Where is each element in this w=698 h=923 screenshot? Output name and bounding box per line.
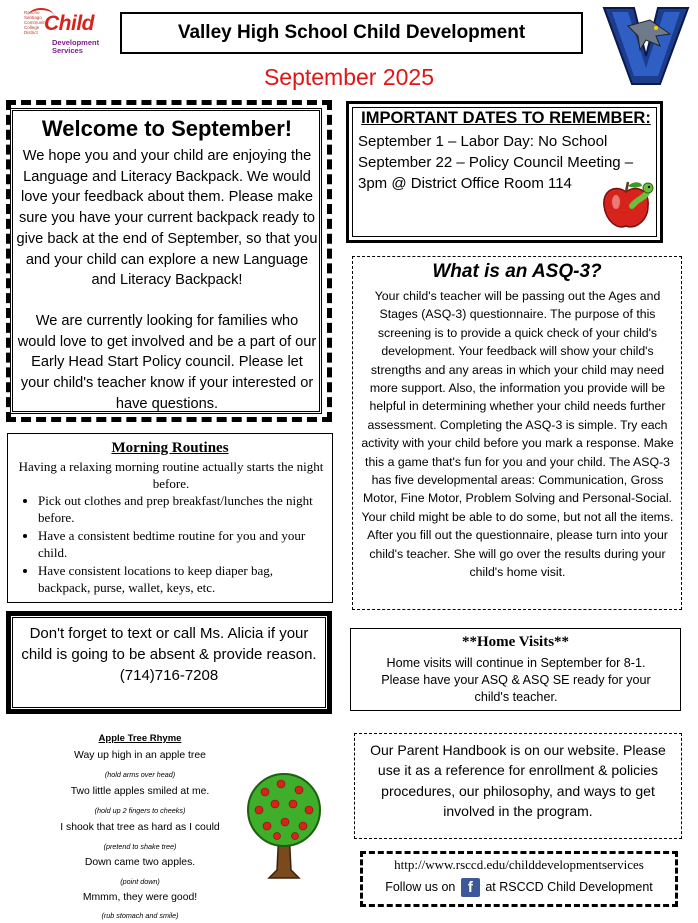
rhyme-line: Way up high in an apple tree <box>74 750 206 761</box>
facebook-icon[interactable]: f <box>461 878 480 897</box>
home-visits-title: **Home Visits** <box>461 634 570 650</box>
rhyme-line: Two little apples smiled at me. <box>70 786 210 797</box>
contact-phone: (714)716-7208 <box>119 667 219 684</box>
website-link[interactable]: http://www.rsccd.edu/childdevelopmentservices <box>394 857 644 872</box>
rhyme-line: Mmmm, they were good! <box>82 892 198 903</box>
important-dates-title: IMPORTANT DATES TO REMEMBER: <box>361 109 651 127</box>
rhyme-action: (pretend to shake tree) <box>103 842 177 851</box>
month-heading: September 2025 <box>263 64 435 90</box>
rhyme-action: (rub stomach and smile) <box>101 911 179 920</box>
logo-child-text: Child <box>44 12 94 35</box>
date-policy-council-location: 3pm @ District Office Room 114 <box>358 175 572 192</box>
follow-prefix: Follow us on <box>385 879 456 894</box>
parent-handbook-text: Our Parent Handbook is on our website. Please use it as a reference for enrollment & policies procedures, our philosophy, and ways to get involved in the program. <box>370 742 666 819</box>
apple-tree-icon <box>245 770 323 880</box>
rhyme-action: (point down) <box>120 877 160 886</box>
social-follow <box>362 878 676 897</box>
asq-title: What is an ASQ-3? <box>432 261 602 282</box>
list-item: • Have a consistent bedtime routine for you and your child. <box>38 528 326 561</box>
rhyme-action: (hold up 2 fingers to cheeks) <box>94 806 186 815</box>
rhyme-action: (hold arms over head) <box>104 770 176 779</box>
asq-body-text: Your child's teacher will be passing out the Ages and Stages (ASQ-3) questionnaire. The purpose of this screening is to provide a quick check of your child's development. Your feedback will show your child's strengths and any areas in which your child may need more support. Also, the information you provide will be helpful in determining whether your child needs further assessment. Completing the ASQ-3 is simple. Try each activity with your child before you mark a response. Make this a game that's fun for you and your child. The ASQ-3 has five developmental areas: Communication, Gross Motor, Fine Motor, Problem Solving and Personal-Social. Your child might be able to do some, but not all the items. After you fill out the questionnaire, please turn into your child's teacher. She will go over the results during your child's home visit. <box>361 289 674 580</box>
welcome-title: Welcome to September! <box>41 116 293 141</box>
list-item: • Pick out clothes and prep breakfast/lunches the night before. <box>38 493 326 526</box>
home-visits-text: Home visits will continue in September for 8-1. Please have your ASQ & ASQ SE ready for your child's teacher. <box>381 656 651 704</box>
page-title: Valley High School Child Development <box>120 12 583 54</box>
logo-services-text: Development Services <box>52 38 100 55</box>
falcon-mascot-icon <box>600 4 692 88</box>
logo-district-text: Rancho Santiago Community College District <box>24 10 47 35</box>
rhyme-line: I shook that tree as hard as I could <box>60 822 220 833</box>
rhyme-line: Down came two apples. <box>84 857 196 868</box>
follow-suffix: at RSCCD Child Development <box>485 879 653 894</box>
morning-routines-title: Morning Routines <box>111 440 229 456</box>
absence-instructions: Don't forget to text or call Ms. Alicia if your child is going to be absent & provide reason. <box>21 625 317 663</box>
absence-notice-text <box>16 623 322 686</box>
welcome-paragraph-policy-council: We are currently looking for families who would love to get involved and be a part of our Early Head Start Policy council. Please let your child's teacher know if your interested or have questions. <box>17 313 317 412</box>
list-item: • Have consistent locations to keep diaper bag, backpack, purse, wallet, keys, etc. <box>38 563 326 596</box>
date-policy-council: September 22 – Policy Council Meeting – <box>358 154 634 171</box>
apple-worm-icon <box>598 176 654 232</box>
morning-routines-list <box>16 493 326 598</box>
rhyme-title: Apple Tree Rhyme <box>98 733 182 744</box>
welcome-paragraph-backpack: We hope you and your child are enjoying the Language and Literacy Backpack. We would love your feedback about them. Please make sure you have your current backpack ready to give back at the end of September, so that you and your child can explore a new Language and Literacy Backpack! <box>16 148 318 289</box>
date-labor-day: September 1 – Labor Day: No School <box>358 133 608 150</box>
morning-routines-intro: Having a relaxing morning routine actually starts the night before. <box>18 459 324 491</box>
child-development-logo <box>24 8 100 64</box>
